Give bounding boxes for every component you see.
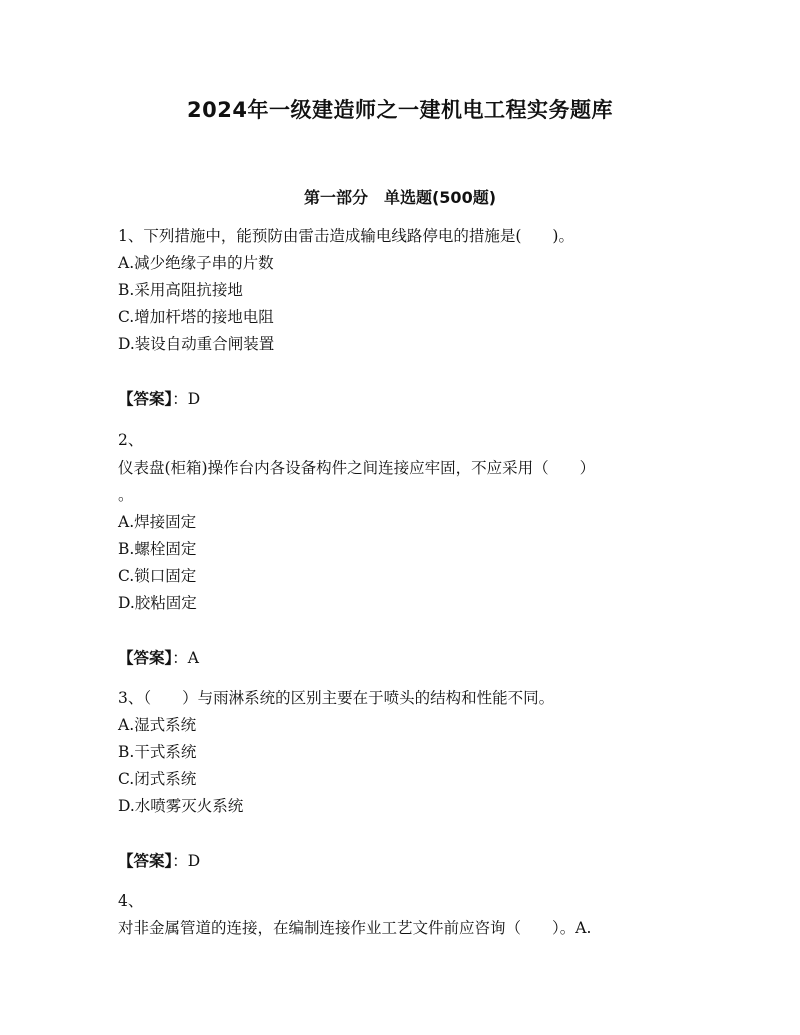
question-1-answer (118, 389, 200, 409)
question-3-option-c: C.闭式系统 (118, 770, 197, 788)
question-1-option-a: A.减少绝缘子串的片数 (118, 254, 274, 272)
question-1-stem: 1、下列措施中，能预防由雷击造成输电线路停电的措施是( )。 (118, 227, 574, 245)
question-3-stem: 3、（ ）与雨淋系统的区别主要在于喷头的结构和性能不同。 (118, 689, 555, 707)
question-1-option-b: B.采用高阻抗接地 (118, 281, 243, 299)
question-2-stem: 仪表盘(柜箱)操作台内各设备构件之间连接应牢固，不应采用（ ） (118, 459, 596, 477)
answer-value: D (187, 390, 201, 408)
answer-label: 【答案】 (118, 390, 173, 408)
question-3-answer (118, 851, 200, 871)
question-1-option-d: D.装设自动重合闸装置 (118, 335, 275, 353)
question-4-number: 4、 (118, 892, 144, 910)
answer-value: A (187, 649, 199, 667)
question-1-option-c: C.增加杆塔的接地电阻 (118, 308, 274, 326)
question-2-option-b: B.螺栓固定 (118, 540, 197, 558)
document-title: 2024年一级建造师之一建机电工程实务题库 (187, 98, 613, 122)
answer-value: D (187, 852, 201, 870)
answer-separator: ： (172, 852, 188, 870)
answer-separator: ： (172, 649, 188, 667)
question-2-option-c: C.锁口固定 (118, 567, 197, 585)
answer-label: 【答案】 (118, 649, 173, 667)
question-2-option-d: D.胶粘固定 (118, 594, 197, 612)
question-2-answer (118, 648, 199, 668)
question-2-number: 2、 (118, 431, 144, 449)
answer-separator: ： (172, 390, 188, 408)
question-3-option-a: A.湿式系统 (118, 716, 197, 734)
question-2-stem-end: 。 (118, 486, 134, 504)
section-heading: 第一部分 单选题(500题) (303, 188, 497, 207)
question-3-option-b: B.干式系统 (118, 743, 197, 761)
question-4-stem: 对非金属管道的连接，在编制连接作业工艺文件前应咨询（ ）。A. (118, 919, 592, 937)
question-3-option-d: D.水喷雾灭火系统 (118, 797, 244, 815)
answer-label: 【答案】 (118, 852, 173, 870)
question-2-option-a: A.焊接固定 (118, 513, 197, 531)
